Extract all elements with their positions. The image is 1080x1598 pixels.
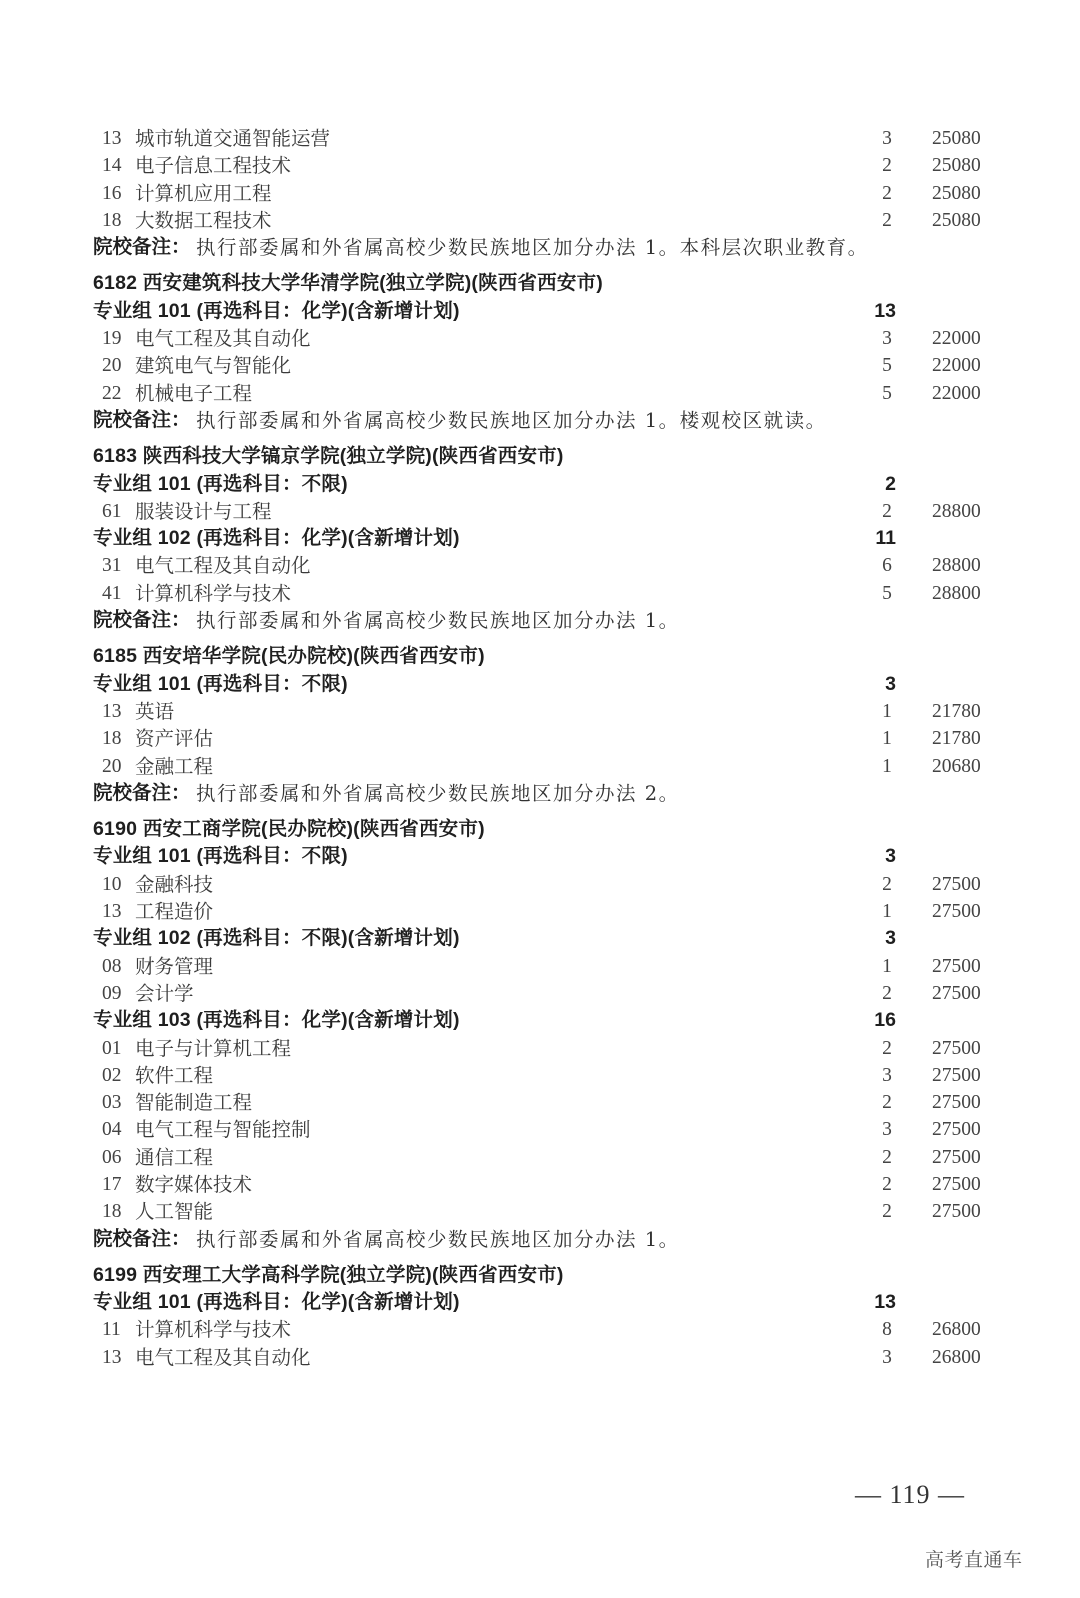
- tuition-fee: 22000: [932, 355, 981, 377]
- major-name: 计算机科学与技术: [135, 581, 292, 605]
- group-title: 专业组 102 (再选科目：化学)(含新增计划): [93, 527, 460, 550]
- major-name: 电气工程与智能控制: [135, 1118, 311, 1142]
- tuition-fee: 28800: [932, 555, 981, 577]
- major-row: [0, 552, 1080, 579]
- major-row: [0, 980, 1080, 1007]
- group-plan-count: 13: [874, 299, 896, 322]
- major-code: 09: [102, 982, 122, 1004]
- major-group-header: [0, 1007, 1080, 1034]
- major-name: 工程造价: [135, 900, 214, 924]
- tuition-fee: 21780: [932, 700, 981, 722]
- major-code: 11: [102, 1319, 121, 1341]
- tuition-fee: 26800: [932, 1346, 981, 1368]
- plan-count: 3: [882, 1064, 892, 1086]
- note-text: 执行部委属和外省属高校少数民族地区加分办法 1。本科层次职业教育。: [196, 236, 869, 260]
- tuition-fee: 22000: [932, 382, 981, 404]
- plan-count: 2: [882, 182, 892, 204]
- major-code: 18: [102, 209, 122, 231]
- tuition-fee: 21780: [932, 728, 981, 750]
- tuition-fee: 25080: [932, 155, 981, 177]
- major-row: [0, 698, 1080, 725]
- group-plan-count: 3: [885, 845, 896, 868]
- major-name: 建筑电气与智能化: [135, 354, 292, 378]
- school-title: 6183 陕西科技大学镐京学院(独立学院)(陕西省西安市): [93, 445, 564, 468]
- major-code: 18: [102, 1201, 122, 1223]
- school-note: [0, 1226, 1080, 1253]
- tuition-fee: 25080: [932, 209, 981, 231]
- tuition-fee: 28800: [932, 582, 981, 604]
- plan-count: 3: [882, 1346, 892, 1368]
- major-code: 10: [102, 873, 122, 895]
- plan-count: 5: [882, 582, 892, 604]
- major-name: 资产评估: [135, 727, 214, 751]
- tuition-fee: 25080: [932, 128, 981, 149]
- group-title: 专业组 101 (再选科目：化学)(含新增计划): [93, 1291, 460, 1314]
- major-name: 电子与计算机工程: [135, 1036, 292, 1060]
- major-row: [0, 1116, 1080, 1143]
- note-label: 院校备注：: [93, 609, 191, 632]
- tuition-fee: 27500: [932, 1146, 981, 1168]
- major-group-header: [0, 471, 1080, 498]
- major-name: 电气工程及其自动化: [135, 554, 311, 578]
- major-name: 计算机应用工程: [135, 181, 272, 205]
- major-name: 电气工程及其自动化: [135, 327, 311, 351]
- major-name: 智能制造工程: [135, 1091, 253, 1115]
- major-row: [0, 380, 1080, 407]
- major-name: 大数据工程技术: [135, 208, 272, 232]
- note-label: 院校备注：: [93, 236, 191, 259]
- major-row: [0, 725, 1080, 752]
- school-title: 6190 西安工商学院(民办院校)(陕西省西安市): [93, 818, 485, 841]
- major-name: 英语: [135, 699, 175, 723]
- school-title: 6199 西安理工大学高科学院(独立学院)(陕西省西安市): [93, 1263, 564, 1286]
- major-code: 31: [102, 555, 122, 577]
- group-plan-count: 2: [885, 472, 896, 495]
- group-plan-count: 3: [885, 927, 896, 950]
- major-name: 机械电子工程: [135, 381, 253, 405]
- major-row: [0, 871, 1080, 898]
- major-name: 人工智能: [135, 1200, 214, 1224]
- group-title: 专业组 103 (再选科目：化学)(含新增计划): [93, 1009, 460, 1032]
- school-header: [0, 816, 1080, 843]
- major-code: 61: [102, 500, 122, 522]
- school-note: [0, 607, 1080, 634]
- major-code: 13: [102, 901, 122, 923]
- major-code: 06: [102, 1146, 122, 1168]
- school-note: [0, 234, 1080, 261]
- plan-count: 2: [882, 1037, 892, 1059]
- note-text: 执行部委属和外省属高校少数民族地区加分办法 1。: [196, 1227, 680, 1251]
- school-header: [0, 1262, 1080, 1289]
- admission-plan-list: [0, 125, 1080, 1371]
- plan-count: 2: [882, 982, 892, 1004]
- plan-count: 3: [882, 1119, 892, 1141]
- plan-count: 2: [882, 1092, 892, 1114]
- plan-count: 6: [882, 555, 892, 577]
- major-row: [0, 1035, 1080, 1062]
- major-code: 04: [102, 1119, 122, 1141]
- group-title: 专业组 101 (再选科目：不限): [93, 472, 348, 495]
- plan-count: 1: [882, 955, 892, 977]
- plan-count: 2: [882, 155, 892, 177]
- plan-count: 1: [882, 901, 892, 923]
- plan-count: 2: [882, 500, 892, 522]
- tuition-fee: 27500: [932, 1119, 981, 1141]
- plan-count: 3: [882, 128, 892, 149]
- major-code: 19: [102, 328, 122, 350]
- school-header: [0, 443, 1080, 470]
- major-row: [0, 1089, 1080, 1116]
- major-name: 软件工程: [135, 1063, 214, 1087]
- tuition-fee: 27500: [932, 1173, 981, 1195]
- major-row: [0, 953, 1080, 980]
- major-row: [0, 125, 1080, 152]
- plan-count: 1: [882, 728, 892, 750]
- plan-count: 5: [882, 382, 892, 404]
- plan-count: 2: [882, 209, 892, 231]
- plan-count: 5: [882, 355, 892, 377]
- major-name: 服装设计与工程: [135, 499, 272, 523]
- plan-count: 1: [882, 755, 892, 777]
- major-row: [0, 580, 1080, 607]
- tuition-fee: 27500: [932, 873, 981, 895]
- group-title: 专业组 101 (再选科目：不限): [93, 672, 348, 695]
- tuition-fee: 27500: [932, 1064, 981, 1086]
- note-label: 院校备注：: [93, 1227, 191, 1250]
- major-code: 13: [102, 128, 122, 149]
- watermark: 高考直通车: [925, 1549, 1023, 1571]
- major-group-header: [0, 671, 1080, 698]
- note-text: 执行部委属和外省属高校少数民族地区加分办法 2。: [196, 781, 680, 805]
- major-name: 金融工程: [135, 754, 214, 778]
- major-code: 22: [102, 382, 122, 404]
- major-row: [0, 325, 1080, 352]
- tuition-fee: 27500: [932, 1092, 981, 1114]
- major-name: 金融科技: [135, 872, 214, 896]
- major-name: 电子信息工程技术: [135, 154, 292, 178]
- major-name: 财务管理: [135, 954, 214, 978]
- school-note: [0, 780, 1080, 807]
- tuition-fee: 28800: [932, 500, 981, 522]
- plan-count: 1: [882, 700, 892, 722]
- major-code: 18: [102, 728, 122, 750]
- major-row: [0, 1171, 1080, 1198]
- major-name: 会计学: [135, 981, 194, 1005]
- major-code: 20: [102, 755, 122, 777]
- major-name: 通信工程: [135, 1145, 214, 1169]
- page-number: — 119 —: [855, 1480, 966, 1509]
- major-row: [0, 1144, 1080, 1171]
- major-group-header: [0, 925, 1080, 952]
- tuition-fee: 27500: [932, 955, 981, 977]
- plan-count: 3: [882, 328, 892, 350]
- major-name: 计算机科学与技术: [135, 1318, 292, 1342]
- note-label: 院校备注：: [93, 781, 191, 804]
- school-header: [0, 643, 1080, 670]
- major-code: 13: [102, 700, 122, 722]
- major-row: [0, 207, 1080, 234]
- tuition-fee: 27500: [932, 982, 981, 1004]
- major-row: [0, 352, 1080, 379]
- group-title: 专业组 101 (再选科目：化学)(含新增计划): [93, 299, 460, 322]
- note-label: 院校备注：: [93, 408, 191, 431]
- major-code: 02: [102, 1064, 122, 1086]
- school-title: 6185 西安培华学院(民办院校)(陕西省西安市): [93, 645, 485, 668]
- group-title: 专业组 102 (再选科目：不限)(含新增计划): [93, 927, 460, 950]
- major-row: [0, 1062, 1080, 1089]
- tuition-fee: 22000: [932, 328, 981, 350]
- major-code: 14: [102, 155, 122, 177]
- major-code: 13: [102, 1346, 122, 1368]
- note-text: 执行部委属和外省属高校少数民族地区加分办法 1。楼观校区就读。: [196, 408, 827, 432]
- major-group-header: [0, 525, 1080, 552]
- plan-count: 8: [882, 1319, 892, 1341]
- major-row: [0, 498, 1080, 525]
- plan-count: 2: [882, 1201, 892, 1223]
- group-plan-count: 11: [875, 527, 896, 550]
- tuition-fee: 27500: [932, 1037, 981, 1059]
- major-code: 08: [102, 955, 122, 977]
- tuition-fee: 25080: [932, 182, 981, 204]
- major-code: 03: [102, 1092, 122, 1114]
- major-row: [0, 753, 1080, 780]
- major-name: 电气工程及其自动化: [135, 1345, 311, 1369]
- school-title: 6182 西安建筑科技大学华清学院(独立学院)(陕西省西安市): [93, 272, 603, 295]
- major-code: 41: [102, 582, 122, 604]
- major-code: 16: [102, 182, 122, 204]
- major-row: [0, 152, 1080, 179]
- major-name: 城市轨道交通智能运营: [135, 127, 331, 150]
- group-plan-count: 13: [874, 1291, 896, 1314]
- plan-count: 2: [882, 1146, 892, 1168]
- plan-count: 2: [882, 1173, 892, 1195]
- major-group-header: [0, 1289, 1080, 1316]
- major-row: [0, 1344, 1080, 1371]
- major-code: 20: [102, 355, 122, 377]
- school-header: [0, 270, 1080, 297]
- school-note: [0, 407, 1080, 434]
- major-name: 数字媒体技术: [135, 1172, 253, 1196]
- major-group-header: [0, 298, 1080, 325]
- major-row: [0, 1316, 1080, 1343]
- plan-count: 2: [882, 873, 892, 895]
- major-code: 01: [102, 1037, 122, 1059]
- tuition-fee: 27500: [932, 1201, 981, 1223]
- major-group-header: [0, 843, 1080, 870]
- group-plan-count: 16: [874, 1009, 896, 1032]
- group-title: 专业组 101 (再选科目：不限): [93, 845, 348, 868]
- tuition-fee: 20680: [932, 755, 981, 777]
- group-plan-count: 3: [885, 672, 896, 695]
- tuition-fee: 26800: [932, 1319, 981, 1341]
- major-row: [0, 180, 1080, 207]
- major-code: 17: [102, 1173, 122, 1195]
- note-text: 执行部委属和外省属高校少数民族地区加分办法 1。: [196, 609, 680, 633]
- major-row: [0, 1198, 1080, 1225]
- tuition-fee: 27500: [932, 901, 981, 923]
- major-row: [0, 898, 1080, 925]
